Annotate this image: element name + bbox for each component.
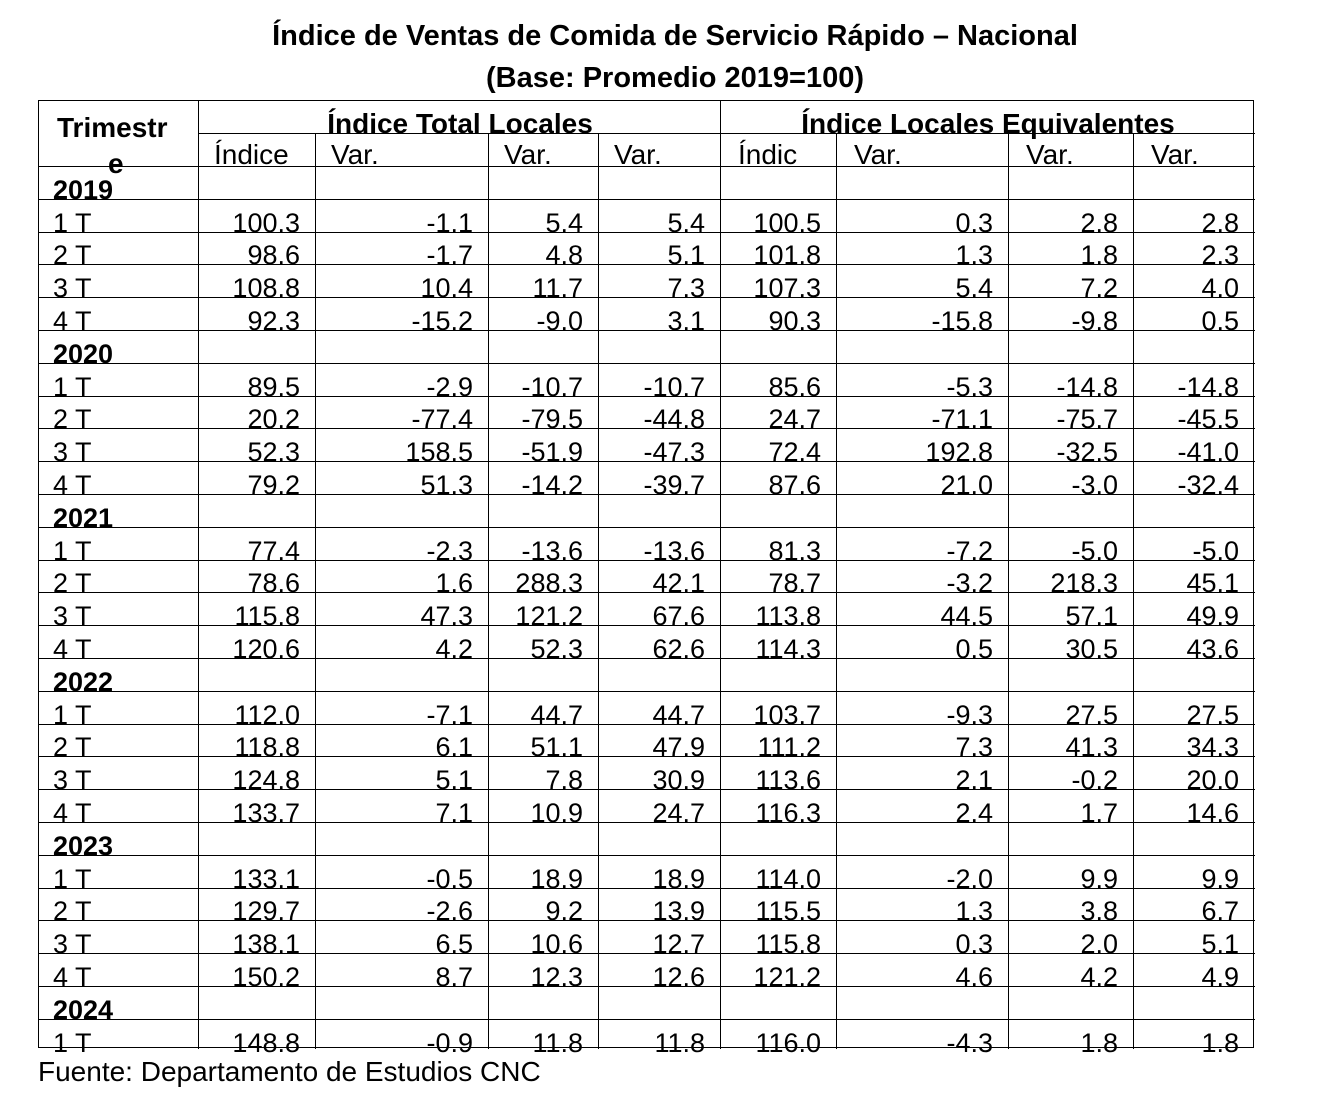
row-divider [39, 330, 1255, 331]
table-cell: 4.2 [435, 634, 473, 665]
column-divider [720, 101, 721, 1049]
table-cell: 21.0 [940, 470, 993, 501]
row-divider [39, 428, 1255, 429]
table-cell: 24.7 [768, 404, 821, 435]
table-cell: 11.8 [532, 1027, 583, 1058]
quarter-label: 3 T [53, 273, 92, 304]
table-cell: -15.2 [411, 306, 473, 337]
year-label: 2019 [53, 174, 114, 205]
table-cell: 30.5 [1065, 634, 1118, 665]
subheader-equiv-2: Var. [1026, 139, 1074, 171]
table-title: Índice de Ventas de Comida de Servicio Rápido – Nacional [272, 20, 1078, 52]
table-cell: 112.0 [234, 699, 300, 730]
table-cell: 24.7 [652, 798, 705, 829]
table-cell: 218.3 [1050, 568, 1118, 599]
table-cell: 5.4 [545, 207, 583, 238]
row-divider [39, 822, 1255, 823]
row-divider [39, 232, 1255, 233]
table-cell: 5.4 [667, 207, 705, 238]
table-cell: 2.1 [955, 765, 993, 796]
table-cell: -45.5 [1177, 404, 1239, 435]
column-divider [198, 101, 199, 1049]
table-cell: 87.6 [768, 470, 821, 501]
table-cell: -79.5 [521, 404, 583, 435]
quarter-label: 2 T [53, 568, 92, 599]
table-cell: 5.4 [955, 273, 993, 304]
table-cell: 4.8 [545, 240, 583, 271]
row-divider [39, 199, 1255, 200]
table-cell: 158.5 [405, 437, 473, 468]
table-cell: 288.3 [515, 568, 583, 599]
table-cell: 30.9 [652, 765, 705, 796]
table-cell: -1.1 [426, 207, 473, 238]
table-cell: 47.9 [652, 732, 705, 763]
table-cell: 20.0 [1186, 765, 1239, 796]
table-cell: 133.7 [232, 798, 300, 829]
subheader-equiv-0: Índic [738, 139, 798, 171]
table-cell: 27.5 [1186, 699, 1239, 730]
table-cell: -39.7 [643, 470, 705, 501]
quarter-label: 4 T [53, 634, 92, 665]
table-cell: 108.8 [232, 273, 300, 304]
table-cell: -3.2 [946, 568, 993, 599]
table-cell: 116.0 [755, 1027, 821, 1058]
table-cell: 121.2 [753, 962, 821, 993]
subheader-equiv-3: Var. [1151, 139, 1199, 171]
table-cell: 62.6 [652, 634, 705, 665]
row-divider [39, 986, 1255, 987]
column-divider [1133, 134, 1134, 1049]
table-cell: -13.6 [521, 535, 583, 566]
table-cell: -51.9 [521, 437, 583, 468]
table-cell: -47.3 [643, 437, 705, 468]
quarter-label: 1 T [53, 371, 92, 402]
table-cell: 103.7 [753, 699, 821, 730]
row-divider [39, 724, 1255, 725]
table-cell: 79.2 [247, 470, 300, 501]
table-cell: 12.7 [652, 929, 705, 960]
table-cell: 2.8 [1080, 207, 1118, 238]
data-table [38, 100, 1254, 1058]
row-divider [39, 363, 1255, 364]
table-cell: 129.7 [232, 896, 300, 927]
row-divider [39, 658, 1255, 659]
table-cell: 116.3 [755, 798, 821, 829]
source-note: Fuente: Departamento de Estudios CNC [38, 1056, 541, 1087]
table-cell: -5.0 [1192, 535, 1239, 566]
quarter-label: 2 T [53, 404, 92, 435]
table-cell: 100.3 [232, 207, 300, 238]
table-cell: 13.9 [652, 896, 705, 927]
trimestre-header: Trimestr [57, 112, 168, 144]
table-cell: 115.8 [755, 929, 821, 960]
subheader-total-2: Var. [504, 139, 552, 171]
table-cell: 10.4 [420, 273, 473, 304]
table-cell: -5.0 [1071, 535, 1118, 566]
table-cell: -15.8 [931, 306, 993, 337]
row-divider [39, 396, 1255, 397]
table-cell: 47.3 [420, 601, 473, 632]
table-cell: 118.8 [234, 732, 300, 763]
table-cell: 4.0 [1201, 273, 1239, 304]
table-cell: 111.2 [757, 732, 821, 763]
group-header-equivalentes: Índice Locales Equivalentes [801, 108, 1175, 140]
table-cell: 51.1 [530, 732, 583, 763]
table-cell: 10.6 [530, 929, 583, 960]
table-cell: -2.3 [426, 535, 473, 566]
table-cell: 18.9 [530, 863, 583, 894]
table-cell: -1.7 [426, 240, 473, 271]
year-label: 2020 [53, 338, 114, 369]
table-cell: 14.6 [1186, 798, 1239, 829]
table-cell: 101.8 [753, 240, 821, 271]
table-cell: 11.7 [532, 273, 583, 304]
table-cell: 41.3 [1065, 732, 1118, 763]
row-divider [39, 494, 1255, 495]
row-divider [39, 888, 1255, 889]
table-cell: -9.0 [536, 306, 583, 337]
table-cell: 20.2 [247, 404, 300, 435]
table-cell: 133.1 [232, 863, 300, 894]
table-cell: 4.9 [1201, 962, 1239, 993]
table-cell: 12.3 [530, 962, 583, 993]
table-cell: 3.1 [667, 306, 705, 337]
table-cell: 89.5 [247, 371, 300, 402]
table-cell: 42.1 [652, 568, 705, 599]
row-divider [39, 855, 1255, 856]
table-cell: -5.3 [946, 371, 993, 402]
table-cell: 45.1 [1186, 568, 1239, 599]
row-divider [39, 789, 1255, 790]
table-cell: 1.6 [435, 568, 473, 599]
table-cell: 2.0 [1080, 929, 1118, 960]
table-cell: 1.8 [1080, 1027, 1118, 1058]
table-cell: 4.6 [955, 962, 993, 993]
table-cell: 44.5 [940, 601, 993, 632]
table-subtitle: (Base: Promedio 2019=100) [486, 62, 864, 94]
table-cell: -4.3 [946, 1027, 993, 1058]
table-cell: 1.8 [1201, 1027, 1239, 1058]
row-divider [39, 592, 1255, 593]
table-cell: 67.6 [652, 601, 705, 632]
trimestre-header-wrap: e [108, 148, 124, 180]
row-divider [39, 527, 1255, 528]
table-cell: 1.3 [955, 896, 993, 927]
table-cell: -7.1 [426, 699, 473, 730]
table-cell: 52.3 [530, 634, 583, 665]
table-cell: 3.8 [1080, 896, 1118, 927]
row-divider [39, 461, 1255, 462]
table-cell: 43.6 [1186, 634, 1239, 665]
table-cell: 6.5 [435, 929, 473, 960]
table-cell: 78.6 [247, 568, 300, 599]
quarter-label: 4 T [53, 962, 92, 993]
table-cell: -32.4 [1177, 470, 1239, 501]
table-cell: 5.1 [435, 765, 473, 796]
table-cell: -14.8 [1056, 371, 1118, 402]
table-cell: 9.9 [1201, 863, 1239, 894]
quarter-label: 1 T [53, 535, 92, 566]
table-cell: 9.2 [545, 896, 583, 927]
table-cell: 114.3 [755, 634, 821, 665]
row-divider [39, 953, 1255, 954]
table-cell: 7.1 [435, 798, 473, 829]
table-cell: 6.7 [1201, 896, 1239, 927]
row-divider [39, 756, 1255, 757]
table-cell: -75.7 [1056, 404, 1118, 435]
table-cell: 52.3 [247, 437, 300, 468]
subheader-total-3: Var. [614, 139, 662, 171]
column-divider [836, 134, 837, 1049]
table-cell: -41.0 [1177, 437, 1239, 468]
table-cell: 27.5 [1065, 699, 1118, 730]
table-cell: 8.7 [435, 962, 473, 993]
table-cell: 138.1 [232, 929, 300, 960]
table-cell: 49.9 [1186, 601, 1239, 632]
table-cell: 92.3 [247, 306, 300, 337]
table-cell: -9.3 [946, 699, 993, 730]
table-cell: -13.6 [643, 535, 705, 566]
table-cell: 85.6 [768, 371, 821, 402]
subheader-total-1: Var. [331, 139, 379, 171]
table-cell: 44.7 [652, 699, 705, 730]
column-divider [315, 134, 316, 1049]
table-cell: 121.2 [515, 601, 583, 632]
quarter-label: 1 T [53, 1027, 92, 1058]
table-cell: 0.3 [955, 929, 993, 960]
table-cell: 100.5 [753, 207, 821, 238]
table-cell: 1.7 [1080, 798, 1118, 829]
table-cell: 7.3 [955, 732, 993, 763]
table-cell: -10.7 [521, 371, 583, 402]
quarter-label: 3 T [53, 765, 92, 796]
table-cell: 114.0 [755, 863, 821, 894]
table-cell: -0.9 [426, 1027, 473, 1058]
table-cell: 12.6 [652, 962, 705, 993]
column-divider [598, 134, 599, 1049]
row-divider [39, 560, 1255, 561]
table-cell: 81.3 [768, 535, 821, 566]
table-cell: 2.8 [1201, 207, 1239, 238]
table-cell: 6.1 [435, 732, 473, 763]
table-cell: 124.8 [232, 765, 300, 796]
row-divider [39, 625, 1255, 626]
quarter-label: 1 T [53, 207, 92, 238]
quarter-label: 3 T [53, 601, 92, 632]
table-cell: 5.1 [1201, 929, 1239, 960]
row-divider [39, 691, 1255, 692]
table-cell: 0.3 [955, 207, 993, 238]
table-cell: -71.1 [931, 404, 993, 435]
row-divider [39, 1019, 1255, 1020]
table-cell: 115.5 [755, 896, 821, 927]
table-cell: 57.1 [1065, 601, 1118, 632]
table-cell: 72.4 [768, 437, 821, 468]
table-cell: 18.9 [652, 863, 705, 894]
table-cell: 0.5 [1201, 306, 1239, 337]
table-cell: 115.8 [234, 601, 300, 632]
column-divider [488, 134, 489, 1049]
table-cell: -9.8 [1071, 306, 1118, 337]
table-cell: 44.7 [530, 699, 583, 730]
table-cell: -77.4 [411, 404, 473, 435]
table-cell: 78.7 [768, 568, 821, 599]
table-cell: 120.6 [232, 634, 300, 665]
subheader-total-0: Índice [214, 139, 289, 171]
quarter-label: 4 T [53, 306, 92, 337]
table-cell: 9.9 [1080, 863, 1118, 894]
quarter-label: 2 T [53, 732, 92, 763]
column-divider [1008, 134, 1009, 1049]
quarter-label: 2 T [53, 896, 92, 927]
table-cell: 0.5 [955, 634, 993, 665]
quarter-label: 1 T [53, 863, 92, 894]
table-cell: -32.5 [1056, 437, 1118, 468]
table-cell: -10.7 [643, 371, 705, 402]
table-cell: 2.3 [1201, 240, 1239, 271]
table-cell: 51.3 [420, 470, 473, 501]
table-cell: 7.8 [545, 765, 583, 796]
table-cell: 192.8 [925, 437, 993, 468]
subheader-equiv-1: Var. [854, 139, 902, 171]
table-cell: -2.9 [426, 371, 473, 402]
table-cell: -44.8 [643, 404, 705, 435]
table-cell: 2.4 [955, 798, 993, 829]
quarter-label: 3 T [53, 929, 92, 960]
table-cell: 98.6 [247, 240, 300, 271]
row-divider [39, 264, 1255, 265]
row-divider [39, 297, 1255, 298]
table-cell: -14.8 [1177, 371, 1239, 402]
table-cell: 90.3 [768, 306, 821, 337]
table-cell: 107.3 [753, 273, 821, 304]
table-cell: -3.0 [1071, 470, 1118, 501]
group-header-total: Índice Total Locales [327, 108, 593, 140]
quarter-label: 3 T [53, 437, 92, 468]
table-cell: 150.2 [232, 962, 300, 993]
table-cell: 4.2 [1080, 962, 1118, 993]
table-cell: 7.3 [667, 273, 705, 304]
table-cell: 1.8 [1080, 240, 1118, 271]
quarter-label: 1 T [53, 699, 92, 730]
table-cell: 10.9 [530, 798, 583, 829]
table-cell: 77.4 [247, 535, 300, 566]
quarter-label: 2 T [53, 240, 92, 271]
table-cell: -0.2 [1071, 765, 1118, 796]
table-cell: -2.6 [426, 896, 473, 927]
row-divider [39, 920, 1255, 921]
year-label: 2023 [53, 830, 114, 861]
table-cell: -7.2 [946, 535, 993, 566]
year-label: 2021 [53, 502, 114, 533]
table-cell: -0.5 [426, 863, 473, 894]
year-label: 2022 [53, 666, 114, 697]
table-cell: 113.8 [755, 601, 821, 632]
year-label: 2024 [53, 994, 114, 1025]
table-cell: -14.2 [521, 470, 583, 501]
table-cell: 34.3 [1186, 732, 1239, 763]
table-cell: 11.8 [654, 1027, 705, 1058]
quarter-label: 4 T [53, 470, 92, 501]
quarter-label: 4 T [53, 798, 92, 829]
table-cell: 1.3 [955, 240, 993, 271]
table-cell: 148.8 [232, 1027, 300, 1058]
table-cell: 113.6 [755, 765, 821, 796]
table-cell: 5.1 [667, 240, 705, 271]
table-cell: -2.0 [946, 863, 993, 894]
table-cell: 7.2 [1080, 273, 1118, 304]
